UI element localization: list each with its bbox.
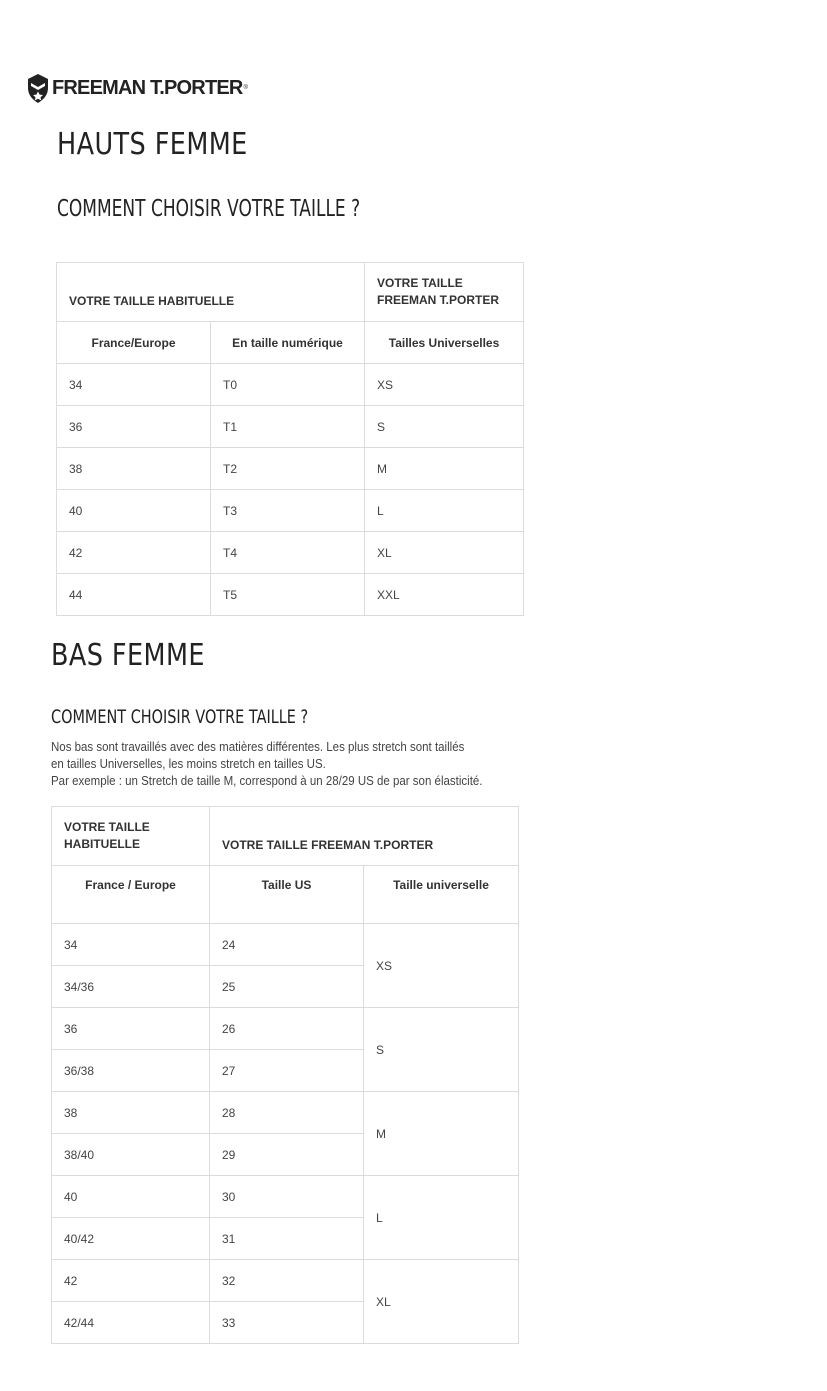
bottoms-col-universal: Taille universelle: [364, 866, 519, 924]
tops-col-numeric: En taille numérique: [211, 322, 365, 364]
tops-cell-france-europe: 38: [57, 448, 211, 490]
bottoms-cell-france-europe: 40/42: [52, 1218, 210, 1260]
bottoms-cell-france-europe: 34/36: [52, 966, 210, 1008]
bottoms-cell-us: 30: [210, 1176, 364, 1218]
bottoms-intro-line: en tailles Universelles, les moins stretch en tailles US.: [51, 757, 326, 771]
bottoms-cell-us: 31: [210, 1218, 364, 1260]
tops-cell-numeric: T5: [211, 574, 365, 616]
bottoms-subtitle: COMMENT CHOISIR VOTRE TAILLE ?: [51, 706, 309, 728]
tops-cell-france-europe: 40: [57, 490, 211, 532]
tops-title: HAUTS FEMME: [57, 127, 248, 162]
bottoms-cell-us: 24: [210, 924, 364, 966]
table-row: [57, 406, 524, 448]
bottoms-cell-us: 25: [210, 966, 364, 1008]
tops-cell-universal: M: [365, 448, 524, 490]
tops-cell-numeric: T4: [211, 532, 365, 574]
bottoms-intro-line: Nos bas sont travaillés avec des matières différentes. Les plus stretch sont taillés: [51, 740, 465, 754]
bottoms-cell-us: 28: [210, 1092, 364, 1134]
tops-cell-universal: XL: [365, 532, 524, 574]
table-row: [52, 1260, 519, 1302]
tops-col-universal: Tailles Universelles: [365, 322, 524, 364]
tops-col-france-europe: France/Europe: [57, 322, 211, 364]
table-row: [52, 1092, 519, 1134]
brand-registered-mark: ®: [243, 85, 248, 91]
table-row: [57, 448, 524, 490]
table-row: [57, 364, 524, 406]
tops-cell-numeric: T2: [211, 448, 365, 490]
bottoms-header-usual: VOTRE TAILLE HABITUELLE: [52, 807, 210, 866]
tops-cell-numeric: T1: [211, 406, 365, 448]
bottoms-cell-universal: S: [364, 1008, 519, 1092]
table-row: [57, 490, 524, 532]
bottoms-cell-france-europe: 38: [52, 1092, 210, 1134]
tops-size-table: [56, 262, 524, 616]
bottoms-cell-france-europe: 40: [52, 1176, 210, 1218]
bottoms-cell-universal: M: [364, 1092, 519, 1176]
bottoms-cell-france-europe: 36/38: [52, 1050, 210, 1092]
table-row: [52, 1176, 519, 1218]
tops-cell-france-europe: 34: [57, 364, 211, 406]
tops-cell-numeric: T3: [211, 490, 365, 532]
tops-cell-france-europe: 44: [57, 574, 211, 616]
shield-star-icon: [27, 74, 49, 103]
bottoms-cell-us: 32: [210, 1260, 364, 1302]
bottoms-size-table: [51, 806, 519, 1344]
tops-cell-france-europe: 42: [57, 532, 211, 574]
bottoms-cell-france-europe: 38/40: [52, 1134, 210, 1176]
bottoms-cell-universal: XS: [364, 924, 519, 1008]
bottoms-header-brand: VOTRE TAILLE FREEMAN T.PORTER: [210, 807, 519, 866]
bottoms-col-us: Taille US: [210, 866, 364, 924]
tops-cell-universal: L: [365, 490, 524, 532]
tops-subtitle: COMMENT CHOISIR VOTRE TAILLE ?: [57, 196, 361, 222]
brand-name: FREEMAN T.PORTER: [52, 77, 243, 99]
table-row: [57, 532, 524, 574]
tops-cell-universal: S: [365, 406, 524, 448]
bottoms-cell-us: 33: [210, 1302, 364, 1344]
tops-cell-france-europe: 36: [57, 406, 211, 448]
bottoms-cell-universal: XL: [364, 1260, 519, 1344]
bottoms-cell-france-europe: 42: [52, 1260, 210, 1302]
tops-header-usual: VOTRE TAILLE HABITUELLE: [57, 263, 365, 322]
table-row: [57, 574, 524, 616]
bottoms-cell-us: 27: [210, 1050, 364, 1092]
bottoms-cell-universal: L: [364, 1176, 519, 1260]
tops-cell-universal: XXL: [365, 574, 524, 616]
bottoms-col-france-europe: France / Europe: [52, 866, 210, 924]
bottoms-cell-france-europe: 36: [52, 1008, 210, 1050]
bottoms-cell-france-europe: 42/44: [52, 1302, 210, 1344]
bottoms-title: BAS FEMME: [51, 638, 205, 673]
bottoms-intro-line: Par exemple : un Stretch de taille M, correspond à un 28/29 US de par son élasticité.: [51, 774, 483, 788]
bottoms-cell-france-europe: 34: [52, 924, 210, 966]
bottoms-intro-text: [51, 739, 493, 790]
tops-header-brand: VOTRE TAILLE FREEMAN T.PORTER: [365, 263, 524, 322]
brand-logo[interactable]: [27, 73, 248, 103]
tops-cell-numeric: T0: [211, 364, 365, 406]
table-row: [52, 1008, 519, 1050]
bottoms-cell-us: 29: [210, 1134, 364, 1176]
tops-cell-universal: XS: [365, 364, 524, 406]
bottoms-cell-us: 26: [210, 1008, 364, 1050]
table-row: [52, 924, 519, 966]
